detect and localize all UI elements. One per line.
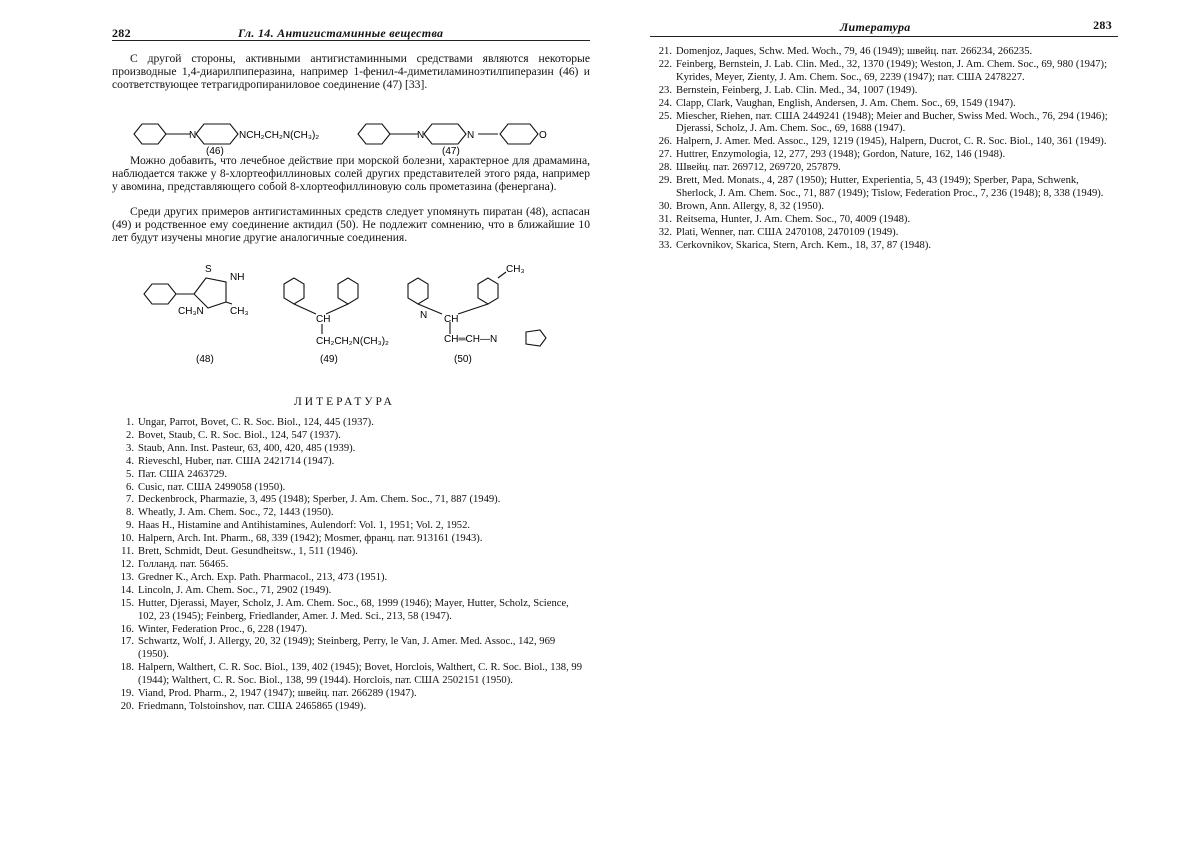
left-reference-list xyxy=(112,417,582,714)
reference-item: 5. Пат. США 2463729. xyxy=(126,468,227,480)
reference-item: 19. Viand, Prod. Pharm., 2, 1947 (1947); швейц. пат. 266289 (1947). xyxy=(120,688,417,700)
right-header-rule xyxy=(650,36,1118,37)
s48-phenyl-ring xyxy=(144,284,176,304)
s46-piperazine-ring xyxy=(196,124,238,144)
reference-item: 1. Ungar, Parrot, Bovet, C. R. Soc. Biol., 124, 445 (1937). xyxy=(126,417,374,428)
reference-item: 10. Halpern, Arch. Int. Pharm., 68, 339 (1942); Mosmer, франц. пат. 913161 (1943). xyxy=(120,533,483,545)
reference-item: 3. Staub, Ann. Inst. Pasteur, 63, 400, 420, 485 (1939). xyxy=(126,442,356,454)
reference-item: 11. Brett, Schmidt, Deut. Gesundheitsw., 1, 511 (1946). xyxy=(121,546,358,558)
s49-left-ring xyxy=(284,278,304,304)
reference-item: 21. Domenjoz, Jaques, Schw. Med. Woch., 79, 46 (1949); швейц. пат. 266234, 266235. xyxy=(658,46,1033,57)
reference-item: 27. Huttrer, Enzymologia, 12, 277, 293 (1948); Gordon, Nature, 162, 146 (1948). xyxy=(658,149,1006,161)
right-section-title: Литература xyxy=(840,20,911,34)
s50-label: (50) xyxy=(454,354,472,365)
structures-46-47 xyxy=(112,114,592,156)
reference-item: 32. Plati, Wenner, пат. США 2470108, 2470109 (1949). xyxy=(658,226,899,238)
reference-item: 18. Halpern, Walthert, C. R. Soc. Biol., 139, 402 (1945); Bovet, Horclois, Walthert, C. R. Soc. Biol., 138, 99 (1944); Walthert, C. R. Soc. Biol., 138, 99 (1944). Horclois, пат. США 2502151 (1950). xyxy=(120,662,582,687)
left-header-rule xyxy=(112,40,590,41)
structures-48-49-50 xyxy=(112,258,592,366)
s49-label: (49) xyxy=(320,354,338,365)
reference-item: 24. Clapp, Clark, Vaughan, English, Andersen, J. Am. Chem. Soc., 69, 1549 (1947). xyxy=(658,97,1016,109)
s50-tolyl-ring xyxy=(478,278,498,304)
s50-ch: CH xyxy=(444,314,459,325)
s48-sulfur: S xyxy=(205,264,212,275)
paragraph-3: Среди других примеров антигистаминных средств следует упомянуть пиратан (48), аспасан (49) и родственное ему соединение актидил (50). Не подлежит сомнению, что в ближайшие 10 лет будут изучены многие другие аналогичные соединения. xyxy=(112,205,590,244)
s47-oxygen: O xyxy=(539,130,547,141)
s47-benzene-ring xyxy=(358,124,390,144)
reference-item: 16. Winter, Federation Proc., 6, 228 (1947). xyxy=(120,623,308,635)
reference-item: 2. Bovet, Staub, C. R. Soc. Biol., 124, 547 (1937). xyxy=(126,429,341,441)
left-running-head xyxy=(112,26,592,41)
paragraph-1: С другой стороны, активными антигистаминными средствами являются некоторые производные 1,4-диарилпиперазина, например 1-фенил-4-диметиламиноэтилпиперазин (46) и соответствующее тетрагидропираниловое соединение (47) [33]. xyxy=(112,52,590,91)
s46-group: NCH₂CH₂N(CH₃)₂ xyxy=(239,130,320,141)
s47-n-left: N xyxy=(417,130,425,141)
s49-ch: CH xyxy=(316,314,331,325)
reference-item: 20. Friedmann, Tolstoinshov, пат. США 2465865 (1949). xyxy=(120,700,367,712)
left-page-number: 282 xyxy=(112,26,131,40)
s47-pyran-ring xyxy=(500,124,538,144)
s50-pyrrolidine-ring xyxy=(526,330,546,346)
s48-ch3: CH₃ xyxy=(230,306,249,317)
s46-benzene-ring xyxy=(134,124,166,144)
reference-item: 28. Швейц. пат. 269712, 269720, 257879. xyxy=(658,162,841,174)
reference-item: 4. Rieveschl, Huber, пат. США 2421714 (1947). xyxy=(126,455,335,467)
s50-chain: CH═CH—N xyxy=(444,334,498,345)
reference-item: 23. Bernstein, Feinberg, J. Lab. Clin. Med., 34, 1007 (1949). xyxy=(658,84,918,96)
s47-label: (47) xyxy=(442,146,460,156)
left-chapter-title: Гл. 14. Антигистаминные вещества xyxy=(238,26,444,40)
reference-item: 30. Brown, Ann. Allergy, 8, 32 (1950). xyxy=(658,200,825,212)
s48-label: (48) xyxy=(196,354,214,365)
s46-label: (46) xyxy=(206,146,224,156)
reference-item: 31. Reitsema, Hunter, J. Am. Chem. Soc., 70, 4009 (1948). xyxy=(658,213,911,225)
reference-item: 6. Cusic, пат. США 2499058 (1950). xyxy=(126,481,286,493)
reference-item: 7. Deckenbrock, Pharmazie, 3, 495 (1948); Sperber, J. Am. Chem. Soc., 71, 887 (1949). xyxy=(126,494,501,506)
reference-item: 15. Hutter, Djerassi, Mayer, Scholz, J. Am. Chem. Soc., 68, 1999 (1946); Mayer, Hutter, Scholz, Science, 102, 23 (1945); Feinberg, Friedlander, Amer. J. Med. Sci., 213, 58 (1947). xyxy=(120,597,569,622)
reference-item: 13. Gredner K., Arch. Exp. Path. Pharmacol., 213, 473 (1951). xyxy=(120,571,388,583)
s46-n-left: N xyxy=(189,130,197,141)
reference-item: 12. Голланд. пат. 56465. xyxy=(120,558,229,570)
reference-item: 33. Cerkovnikov, Skarica, Stern, Arch. Kem., 18, 37, 87 (1948). xyxy=(658,239,931,251)
reference-item: 9. Haas H., Histamine and Antihistamines, Aulendorf: Vol. 1, 1951; Vol. 2, 1952. xyxy=(126,520,471,532)
s49-chain: CH₂CH₂N(CH₃)₂ xyxy=(316,336,389,347)
s49-right-ring xyxy=(338,278,358,304)
reference-item: 8. Wheatly, J. Am. Chem. Soc., 72, 1443 (1950). xyxy=(126,507,334,519)
reference-item: 14. Lincoln, J. Am. Chem. Soc., 71, 2902 (1949). xyxy=(120,584,332,596)
s50-ch3: CH₃ xyxy=(506,264,525,275)
s50-n: N xyxy=(420,310,428,321)
s48-nh: NH xyxy=(230,272,245,283)
reference-item: 29. Brett, Med. Monats., 4, 287 (1950); Hutter, Experientia, 5, 43 (1949); Sperber, Papa, Schwenk, Sherlock, J. Am. Chem. Soc., 71, 887 (1949); Tislow, Federation Proc., 7, 236 (1948); 8, 338 (1949). xyxy=(658,175,1104,199)
s47-piperazine-ring xyxy=(424,124,466,144)
s50-pyridine-ring xyxy=(408,278,428,304)
s47-n-right: N xyxy=(467,130,475,141)
s48-ch3n: CH₃N xyxy=(178,306,204,317)
reference-item: 22. Feinberg, Bernstein, J. Lab. Clin. Med., 32, 1370 (1949); Weston, J. Am. Chem. Soc., 69, 980 (1947); Kyrides, Meyer, Zienty, J. Am. Chem. Soc., 69, 2239 (1947); пат. США 2478227. xyxy=(658,58,1108,83)
reference-item: 25. Miescher, Riehen, пат. США 2449241 (1948); Meier and Bucher, Swiss Med. Woch., 76, 294 (1946); Djerassi, Scholz, J. Am. Chem. Soc., 69, 1688 (1947). xyxy=(658,110,1108,135)
right-page-number: 283 xyxy=(1093,18,1112,32)
s48-thiazolidine-ring xyxy=(194,278,226,308)
reference-item: 17. Schwartz, Wolf, J. Allergy, 20, 32 (1949); Steinberg, Perry, le Van, J. Amer. Med. Assoc., 142, 969 (1950). xyxy=(120,636,556,661)
reference-item: 26. Halpern, J. Amer. Med. Assoc., 129, 1219 (1945), Halpern, Ducrot, C. R. Soc. Biol., 140, 361 (1949). xyxy=(658,136,1107,148)
literature-heading: ЛИТЕРАТУРА xyxy=(294,396,395,408)
paragraph-2: Можно добавить, что лечебное действие при морской болезни, характерное для драмамина, наблюдается также у 8-хлортеофиллиновых солей других представителей этого ряда, например у авомина, представляющего собой 8-хлортеофиллиновую соль прометазина (фенергана). xyxy=(112,154,590,193)
right-reference-list xyxy=(650,46,1116,253)
